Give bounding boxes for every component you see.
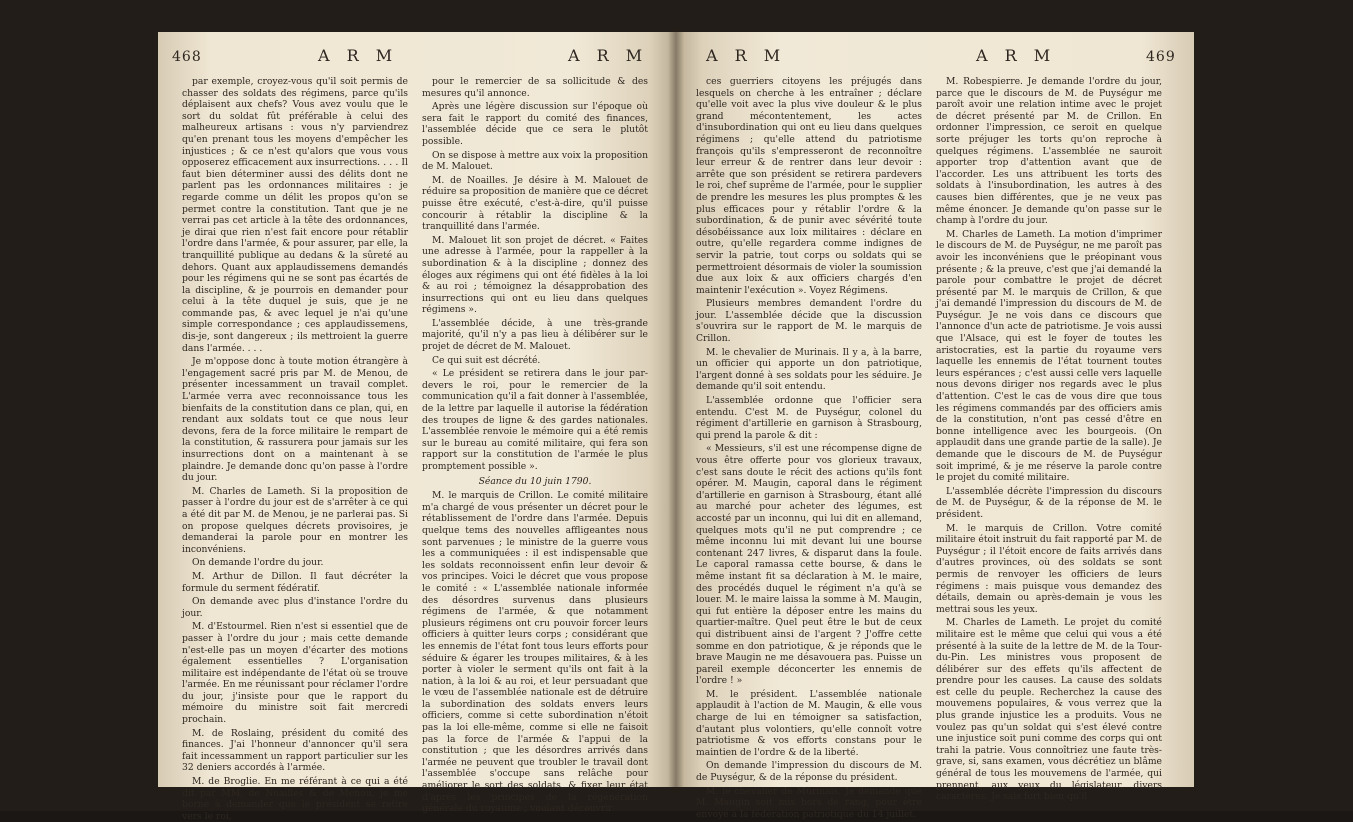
paragraph: M. le marquis de Crillon. Le comité militaire m'a chargé de vous présenter un décret pour le rétablissement de l'ordre dans l'armée. Depuis quelque tems des nouvelles affligeantes nous sont parvenues ; le ministre de la guerre vous les a communiquées : il est indispensable que les soldats reconnoissent enfin leur devoir & vos principes. Voici le décret que vous propose le comité : « L'assemblée nationale informée des désordres survenus dans plusieurs régimens de l'armée, & que notamment plusieurs régimens ont cru pouvoir forcer leurs officiers à quitter leurs corps ; considérant que les ennemis de l'état font tous leurs efforts pour séduire & égarer les troupes militaires, & à les porter à violer le serment qu'ils ont fait à la nation, à la loi & au roi, et leur persuadant que le vœu de l'assemblée nationale est de détruire la subordination des soldats envers leurs officiers, comme si cette subordination n'étoit pas la loi elle-même, comme si elle ne faisoit pas la force de l'armée & l'appui de la constitution ; que les désordres arrivés dans l'armée ne peuvent que troubler le travail dont l'assemblée s'occupe sans relâche pour améliorer le sort des soldats, & fixer leur état d'après les principes de la régénération générale du royaume ; voulant découvrir (422, 490, 648, 815)
paragraph: On demande l'ordre du jour. (192, 557, 324, 569)
right-page (676, 32, 1194, 820)
paragraph: L'assemblée ordonne que l'officier sera entendu. C'est M. de Puységur, colonel du régiment d'artillerie en garnison à Strasbourg, qui prend la parole & dit : (696, 395, 922, 441)
paragraph: Ce qui suit est décrété. (432, 354, 541, 366)
right-running-head (676, 46, 1194, 72)
paragraph: pour le remercier de sa sollicitude & des mesures qu'il annonce. (422, 76, 648, 99)
left-running-head (158, 46, 676, 72)
left-head-title-a: A R M (318, 46, 399, 65)
paragraph: M. le marquis de Crillon. Votre comité militaire étoit instruit du fait rapporté par M. de Puységur ; il l'étoit encore de faits arrivés dans d'autres provinces, où des soldats se sont permis de renvoyer les officiers de leurs régimens : mais puisque vous demandez des détails, demain ou après-demain je vous les mettrai sous les yeux. (936, 522, 1162, 615)
paragraph: Plusieurs membres demandent l'ordre du jour. L'assemblée décide que la discussion s'ouvrira sur le rapport de M. le marquis de Crillon. (696, 298, 922, 345)
left-columns (182, 76, 648, 822)
session-heading: Séance du 10 juin 1790. (478, 475, 592, 487)
left-column-2 (422, 76, 648, 815)
paragraph: On demande l'impression du discours de M. de Puységur, & de la réponse du président. (696, 760, 922, 784)
paragraph: ces guerriers citoyens les préjugés dans lesquels on cherche à les entraîner ; déclare qu'elle voit avec la plus vive douleur & le plus grand mécontentement, les actes d'insubordination qui ont eu lieu dans quelques régimens ; qu'elle attend du patriotisme françois qu'ils s'empresseront de reconnoître leur erreur & de rentrer dans leur devoir : arrête que son président se retirera pardevers le roi, chef suprême de l'armée, pour le supplier de prendre les mesures les plus promptes & les plus efficaces pour y rétablir l'ordre & la subordination, & de punir avec sévérité toute désobéissance aux loix militaires : déclare en outre, qu'elle regardera comme indignes de servir la patrie, tout corps ou soldats qui se permettroient désormais de violer la soumission due aux loix & aux officiers chargés d'en maintenir l'exécution ». Voyez Régimens. (696, 76, 922, 296)
paragraph: M. le chevalier de Murinais. Il y a, à la barre, un officier qui apporte un don patriotique, l'argent donné à ses soldats pour les séduire. Je demande qu'il soit entendu. (696, 346, 922, 393)
left-head-title-b: A R M (568, 46, 649, 65)
right-head-title-b: A R M (976, 46, 1057, 65)
paragraph: M. Charles de Lameth. La motion d'imprimer le discours de M. de Puységur, ne me paroît pas avoir les inconvéniens que le préopinant vous présente ; & la preuve, c'est que j'ai demandé la parole pour combattre le projet de décret présenté par M. le marquis de Crillon, & que j'ai demandé l'impression du discours de M. de Puységur. Je ne vois dans ce discours que l'annonce d'un acte de patriotisme. Je vois aussi que l'Alsace, qui est le foyer de toutes les aristocraties, est la partie du royaume vers laquelle les ennemis de l'état tournent toutes leurs espérances ; c'est aussi celle vers laquelle nous devons diriger nos regards avec le plus d'attention. C'est le cas de vous dire que tous les régimens commandés par des officiers amis de la constitution, n'ont pas cessé d'être en bonne intelligence avec les bourgeois. (On applaudit dans une grande partie de la salle). Je demande que le discours de M. de Puységur soit imprimé, & je me réserve la parole contre le projet du comité militaire. (936, 228, 1162, 484)
paragraph: par exemple, croyez-vous qu'il soit permis de chasser des soldats des régimens, parce qu'ils déplaisent aux chefs? Vous avez voulu que le sort du soldat fût préférable à celui des malheureux artisans : vous n'y parviendrez qu'en prenant tous les moyens d'empêcher les injustices ; & ce n'est qu'alors que vous vous opposerez efficacement aux insurrections. . . . Il faut bien déterminer aussi des délits dont ne parlent pas les ordonnances militaires : je regarde comme un délit les propos qu'on se permet contre la constitution. Tant que je ne verrai pas cet article à la tête des ordonnances, je dirai que rien n'est fait encore pour rétablir l'ordre dans l'armée, & pour assurer, par elle, la tranquillité publique au dedans & la sûreté au dehors. Quant aux applaudissemens demandés pour les régimens qui ne se sont pas écartés de la discipline, & je pourrois en demander pour celui à la tête duquel je suis, que je ne commande pas, & avec lequel je n'ai qu'une simple correspondance ; ces applaudissemens, dis-je, sont dangereux ; ils mettroient la guerre dans l'armée. . . . (182, 76, 408, 354)
paragraph: On demande avec plus d'instance l'ordre du jour. (182, 596, 408, 619)
right-column-2 (936, 76, 1162, 803)
left-page-number: 468 (172, 49, 202, 65)
paragraph: M. Arthur de Dillon. Il faut décréter la formule du serment fédératif. (182, 570, 408, 594)
book-gutter (668, 28, 684, 793)
right-page-number: 469 (1146, 49, 1176, 65)
left-column-1 (182, 76, 409, 822)
paragraph: Après une légère discussion sur l'époque où sera fait le rapport du comité des finances, l'assemblée décide que ce sera le plutôt possible. (422, 101, 648, 147)
paragraph: M. le président. L'assemblée nationale applaudit à l'action de M. Maugin, & elle vous charge de lui en témoigner sa satisfaction, d'autant plus volontiers, qu'elle connoît votre patriotisme & vos efforts constans pour le maintien de l'ordre & de la liberté. (696, 688, 922, 758)
paragraph: M. de Noailles. Je désire à M. Malouet de réduire sa proposition de manière que ce décret puisse être exécuté, c'est-à-dire, qu'il puisse concourir à rétablir la discipline & la tranquillité dans l'armée. (422, 174, 648, 233)
right-columns (696, 76, 1162, 820)
paragraph: M. Robespierre. Je demande l'ordre du jour, parce que le discours de M. de Puységur me paroît avoir une relation intime avec le projet de décret présenté par M. de Crillon. En ordonner l'impression, ce seroit en quelque sorte préjuger les torts qu'on reproche à quelques régimens. L'assemblée ne sauroit apporter trop d'attention avant que de l'accorder. Les uns attribuent les torts des soldats à l'insubordination, les autres à des causes bien différentes, que je ne veux pas même énoncer. Je demande qu'on passe sur le champ à l'ordre du jour. (936, 76, 1162, 227)
paragraph: M. Charles de Lameth. Le projet du comité militaire est le même que celui qui vous a été présenté à la suite de la lettre de M. de la Tour-du-Pin. Les ministres vous proposent de délibérer sur des effets qu'ils affectent de prendre pour les causes. La cause des soldats est celle du peuple. Recherchez la cause des mouvemens populaires, & vous verrez que la plus grande injustice les a produits. Vous ne voulez pas qu'un soldat qui s'est élevé contre une injustice soit puni comme des corps qui ont trahi la patrie. Vous connoîtriez une faute très-grave, si, sans examen, vous décrétiez un blâme général de tous les mouvemens de l'armée, qui prennent, aux yeux du législateur, divers caractères. Je sais fort bien qu'il (936, 617, 1162, 803)
right-head-title-a: A R M (706, 46, 787, 65)
paragraph: On se dispose à mettre aux voix la proposition de M. Malouet. (422, 149, 648, 173)
left-page (158, 32, 676, 822)
paragraph: L'assemblée décide, à une très-grande majorité, qu'il n'y a pas lieu à délibérer sur le projet de décret de M. Malouet. (422, 317, 648, 353)
paragraph: Je m'oppose donc à toute motion étrangère à l'engagement sacré pris par M. de Menou, de présenter incessamment un travail complet. L'armée verra avec reconnoissance tous les bienfaits de la constitution dans ce plan, qui, en rendant aux soldats tout ce que nous leur devons, fera de la force militaire le rempart de la constitution, & rassurera pour jamais sur les insurrections dont on a maintenant à se plaindre. Je demande donc qu'on passe à l'ordre du jour. (182, 356, 408, 484)
paragraph: M. de Broglie. En me référant à ce qui a été dit par MM. de Noailles & de Menou, je me borne à demander que le président se retire vers le roi, (182, 776, 408, 822)
paragraph: M. de Roslaing, président du comité des finances. J'ai l'honneur d'annoncer qu'il sera fait incessamment un rapport particulier sur les 32 deniers accordés à l'armée. (182, 727, 408, 774)
right-column-1 (696, 76, 922, 820)
paragraph: « Messieurs, s'il est une récompense digne de vous être offerte pour vos glorieux travaux, c'est sans doute le récit des actions qu'ils font opérer. M. Maugin, caporal dans le régiment d'artillerie en garnison à Strasbourg, étant allé au marché pour acheter des légumes, est accosté par un inconnu, qui lui dit en allemand, quelques mots qu'il ne put comprendre ; ce même inconnu lui mit devant lui une bourse contenant 247 livres, & disparut dans la foule. Le caporal ramassa cette bourse, & dans le même instant fit sa déclaration à M. le maire, des procédés duquel le régiment n'a qu'à se louer. M. le maire laissa la somme à M. Maugin, qui fut entière la déposer entre les mains du quartier-maître. Quel peut être le but de ceux qui distribuent ainsi de l'argent ? J'offre cette somme en don patriotique, & je réponds que le brave Maugin ne me désavouera pas. Puisse un pareil exemple déconcerter les ennemis de l'ordre ! » (696, 443, 922, 687)
paragraph: L'assemblée décrète l'impression du discours de M. de Puységur, & de la réponse de M. le président. (936, 485, 1162, 520)
paragraph: M. d'Estourmel. Rien n'est si essentiel que de passer à l'ordre du jour ; mais cette demande n'est-elle pas un moyen d'écarter des motions également essentielles ? L'organisation militaire est indépendante de l'état où se trouve l'armée. En me réunissant pour réclamer l'ordre du jour, j'insiste pour que le rapport du mémoire du ministre soit fait mercredi prochain. (182, 621, 409, 726)
paragraph: « Le président se retirera dans le jour par-devers le roi, pour le remercier de la communication qu'il a fait donner à l'assemblée, de la lettre par laquelle il autorise la fédération des troupes de ligne & des gardes nationales. L'assemblée renvoie le mémoire qui a été remis sur le bureau au comité militaire, qui fera son rapport sur la constitution de l'armée le plus promptement possible ». (422, 368, 648, 472)
paragraph: M. Malouet lit son projet de décret. « Faites une adresse à l'armée, pour la rappeller à la subordination & à la discipline ; donnez des éloges aux régimens qui ont été fidèles à la loi & au roi ; témoignez la désapprobation des insurrections qui ont eu lieu dans quelques régimens ». (422, 234, 648, 316)
paragraph: M. le chevalier de Murinais. Je demande que M. Maugin soit mis hors de rang, pour être envoyé à la fédération patriotique du 14 juillet. (696, 785, 922, 820)
paragraph: M. Charles de Lameth. Si la proposition de passer à l'ordre du jour est de s'arrêter à ce qui a été dit par M. de Menou, je ne parlerai pas. Si on propose quelques décrets provisoires, je demanderai la parole pour en montrer les inconvéniens. (182, 485, 408, 555)
